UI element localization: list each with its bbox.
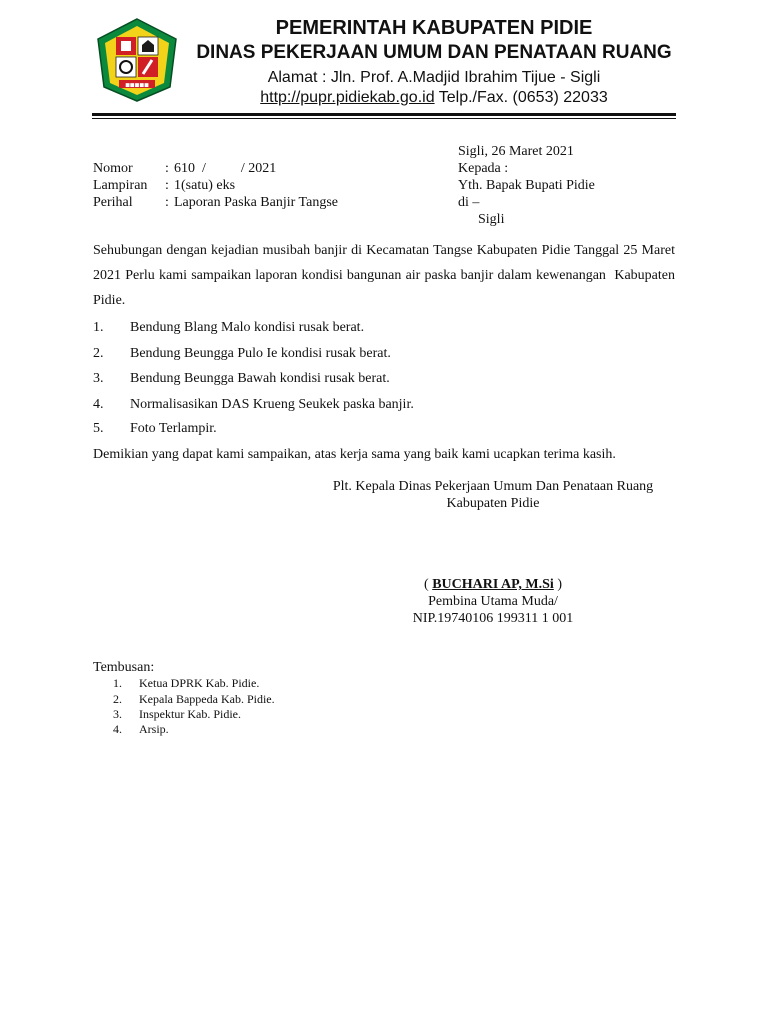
cc-item-text: Kepala Bappeda Kab. Pidie. [139,692,275,706]
recipient-name: Yth. Bapak Bupati Pidie [458,178,595,193]
list-item-number: 3. [93,371,104,386]
phone-fax: Telp./Fax. (0653) 22033 [434,89,608,106]
meta-key-lampiran: Lampiran [93,178,148,193]
meta-colon: : [165,161,169,176]
recipient-city: Sigli [478,212,505,227]
letterhead-rule-thin [92,118,676,119]
letterhead-contact [180,87,688,109]
letter-date: Sigli, 26 Maret 2021 [458,144,574,159]
cc-label: Tembusan: [93,660,155,675]
signatory-nip: NIP.19740106 199311 1 001 [412,611,574,626]
list-item-number: 2. [93,346,104,361]
cc-item-number: 2. [113,692,122,706]
letterhead-address: Alamat : Jln. Prof. A.Madjid Ibrahim Tijue - Sigli [267,69,601,86]
signatory-rank: Pembina Utama Muda/ [428,594,558,609]
cc-item-text: Ketua DPRK Kab. Pidie. [139,676,260,690]
svg-text:■■■■■: ■■■■■ [125,82,149,89]
cc-item-text: Inspektur Kab. Pidie. [139,707,241,721]
letterhead-government-name: PEMERINTAH KABUPATEN PIDIE [275,17,593,39]
signature-regency: Kabupaten Pidie [446,496,540,511]
list-item-text: Bendung Beungga Pulo Ie kondisi rusak berat. [130,346,391,361]
meta-colon: : [165,178,169,193]
body-intro-paragraph: Sehubungan dengan kejadian musibah banjir di Kecamatan Tangse Kabupaten Pidie Tanggal 25 Maret 2021 Perlu kami sampaikan laporan kondisi bangunan air paska banjir dalam kewenangan Kabupaten Pidie. [93,243,679,308]
meta-value-perihal: Laporan Paska Banjir Tangse [174,195,338,210]
recipient-di: di – [458,195,480,210]
cc-item-number: 1. [113,676,122,690]
meta-colon: : [165,195,169,210]
website-link[interactable]: http://pupr.pidiekab.go.id [260,89,435,106]
name-open-paren: ( [424,577,433,592]
letterhead-rule-thick [92,113,676,116]
cc-item-number: 4. [113,722,122,736]
name-close-paren: ) [553,577,562,592]
list-item-text: Bendung Beungga Bawah kondisi rusak berat. [130,371,390,386]
list-item-number: 4. [93,397,104,412]
letterhead-office-name: DINAS PEKERJAAN UMUM DAN PENATAAN RUANG [196,42,672,63]
list-item-number: 1. [93,320,104,335]
body-closing: Demikian yang dapat kami sampaikan, atas kerja sama yang baik kami ucapkan terima kasih. [93,447,616,462]
list-item-number: 5. [93,421,104,436]
signature-name-line [300,576,686,593]
recipient-kepada: Kepada : [458,161,509,176]
signatory-name: BUCHARI AP, M.Si [432,577,554,592]
pidie-regency-emblem [94,17,180,103]
list-item-text: Normalisasikan DAS Krueng Seukek paska banjir. [130,397,414,412]
signature-title: Plt. Kepala Dinas Pekerjaan Umum Dan Penataan Ruang [332,479,654,494]
cc-item-number: 3. [113,707,122,721]
meta-value-nomor: 610 / / 2021 [174,161,277,176]
list-item-text: Bendung Blang Malo kondisi rusak berat. [130,320,365,335]
list-item-text: Foto Terlampir. [130,421,217,436]
cc-item-text: Arsip. [139,722,169,736]
meta-key-perihal: Perihal [93,195,133,210]
meta-value-lampiran: 1(satu) eks [174,178,236,193]
meta-key-nomor: Nomor [93,161,133,176]
